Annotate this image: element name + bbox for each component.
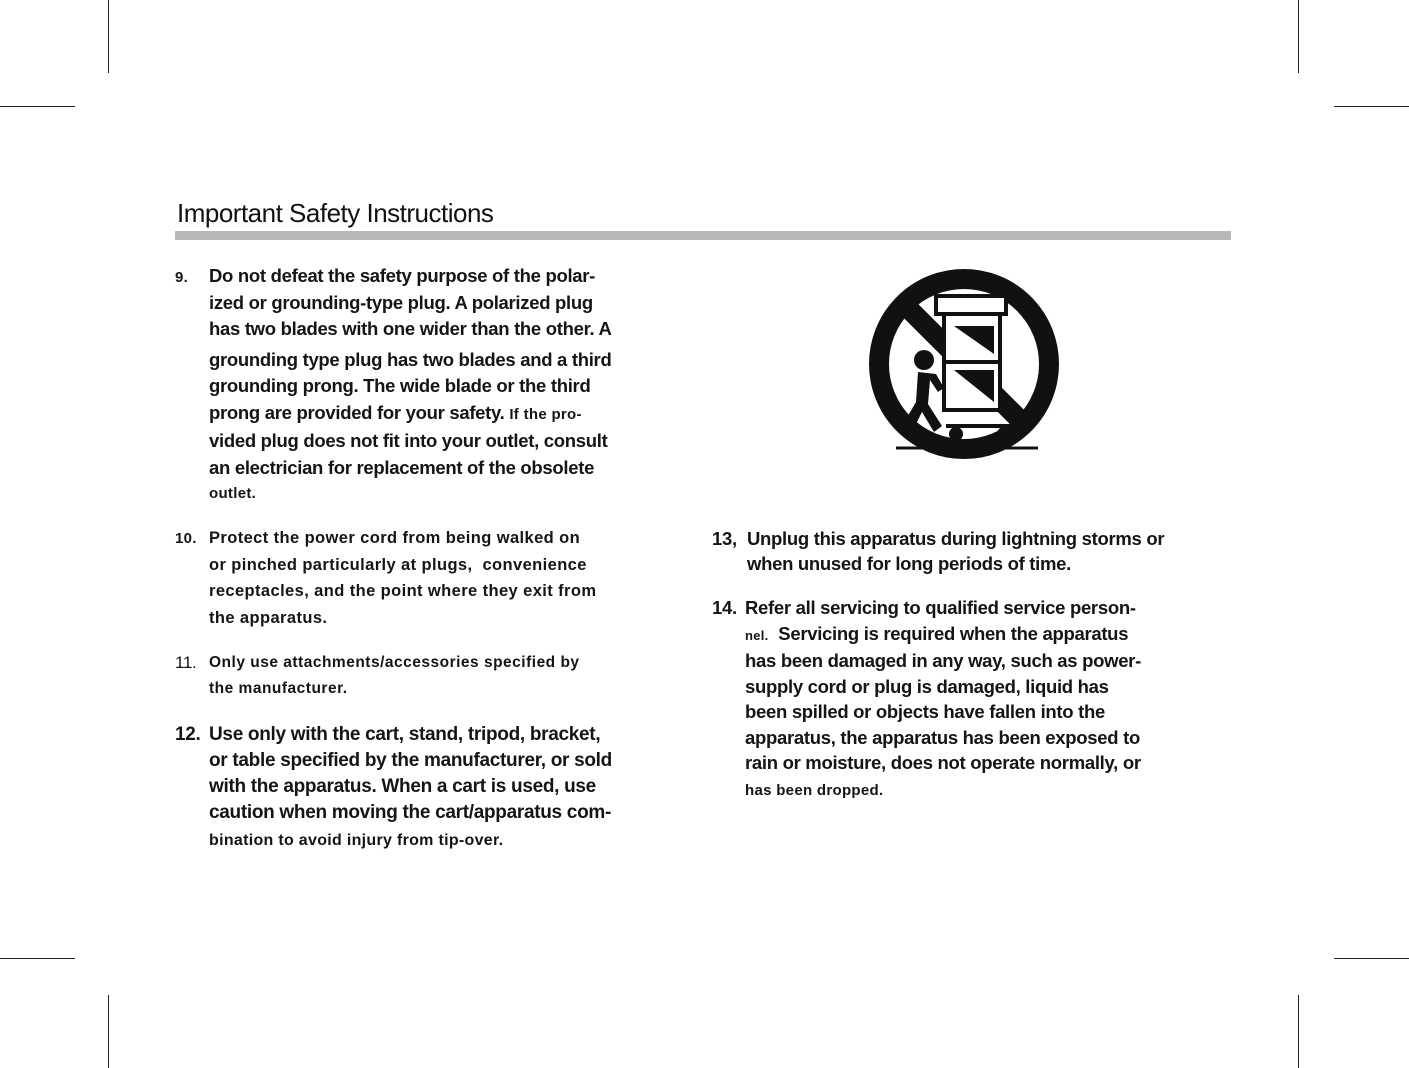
instruction-line: has been dropped. [745,781,884,799]
crop-mark [1334,106,1409,107]
instruction-line: or pinched particularly at plugs, [209,555,473,574]
instruction-line: the apparatus. [209,608,328,627]
instruction-line: grounding prong. The wide blade or the third [209,375,591,396]
instruction-line: grounding type plug has two blades and a third [209,348,612,370]
crop-mark [0,958,75,959]
instruction-line: been spilled or objects have fallen into the [745,701,1105,722]
crop-mark [1298,995,1299,1068]
cart-tip-over-warning-icon [866,266,1062,462]
crop-mark [108,995,109,1068]
instruction-line: ized or grounding-type plug. A polarized plug [209,291,593,313]
instruction-line: an electrician for replacement of the obsolete [209,456,595,478]
instruction-line: the manufacturer. [209,680,348,697]
instruction-line: vided plug does not fit into your outlet, consult [209,430,608,451]
instruction-line: caution when moving the cart/apparatus com- [209,802,612,823]
instruction-line-tail: If the pro- [509,405,582,423]
crop-mark [0,106,75,107]
instruction-line-head: nel. [745,627,769,643]
instruction-line: bination to avoid injury from tip-over. [209,832,504,849]
instruction-line: when unused for long periods of time. [747,553,1071,574]
instruction-line: Only use attachments/accessories specified by [209,654,580,671]
instruction-line-tail: convenience [482,555,587,574]
instruction-line: Servicing is required when the apparatus [778,622,1129,644]
instruction-number: 9. [175,269,189,286]
instruction-number: 13, [712,528,737,549]
crop-mark [1334,958,1409,959]
instruction-line: has been damaged in any way, such as power- [745,650,1141,671]
page-title: Important Safety Instructions [177,198,494,228]
instruction-line: or table specified by the manufacturer, or sold [209,750,612,771]
instruction-line: apparatus, the apparatus has been exposed to [745,726,1140,748]
instruction-line: outlet. [209,485,257,502]
instruction-line: has two blades with one wider than the other. A [209,318,612,339]
instruction-number: 14. [712,597,737,618]
title-rule [175,231,1231,240]
instruction-line: Do not defeat the safety purpose of the polar- [209,265,596,286]
instruction-line: Unplug this apparatus during lightning storms or [747,528,1165,549]
instruction-number: 12. [175,724,201,745]
instruction-number: 11. [175,653,197,672]
instruction-number: 10. [175,530,197,547]
instruction-line: Refer all servicing to qualified service person- [745,597,1136,618]
instruction-line: rain or moisture, does not operate normally, or [745,752,1141,773]
instruction-line: supply cord or plug is damaged, liquid has [745,675,1109,697]
instruction-line: Protect the power cord from being walked on [209,529,581,547]
crop-mark [108,0,109,73]
instruction-line: with the apparatus. When a cart is used, use [209,776,596,797]
crop-mark [1298,0,1299,73]
instruction-line: Use only with the cart, stand, tripod, bracket, [209,724,601,745]
instruction-line: receptacles, and the point where they exit from [209,582,597,600]
instruction-line: prong are provided for your safety. [209,401,505,423]
